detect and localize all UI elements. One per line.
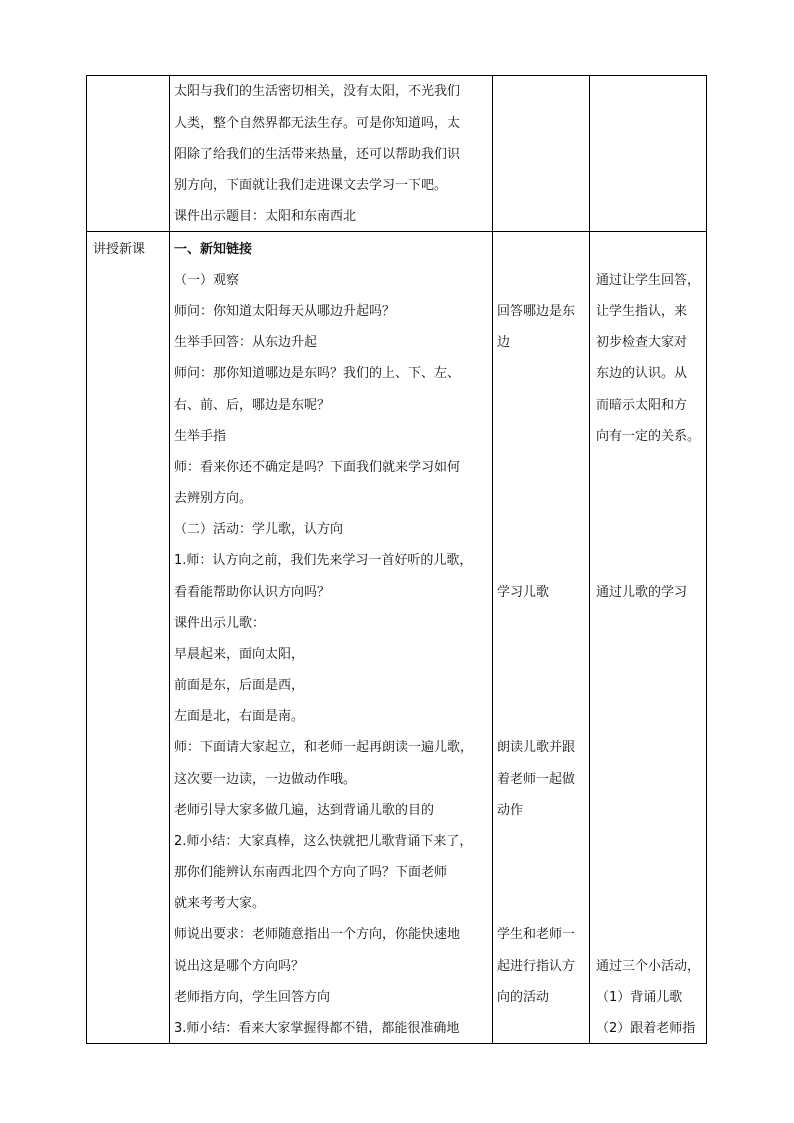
intro-line-4: 别方向，下面就让我们走进课文去学习一下吧。 — [174, 178, 448, 193]
intro-line-3: 阳除了给我们的生活带来热量，还可以帮助我们识 — [174, 147, 461, 162]
intro-line-2: 人类，整个自然界都无法生存。可是你知道吗，太 — [174, 116, 461, 131]
intro-line-1: 太阳与我们的生活密切相关，没有太阳，不光我们 — [174, 84, 461, 99]
column-divider-2 — [492, 76, 493, 1043]
content-line: 左面是北，右面是南。 — [174, 709, 305, 724]
content-line: 1.师：认方向之前，我们先来学习一首好听的儿歌， — [174, 553, 473, 568]
column-divider-3 — [589, 76, 590, 1043]
student-activity-line: 起进行指认方 — [497, 959, 576, 974]
design-intent-line: 初步检查大家对 — [596, 335, 688, 350]
content-line: 生举手回答：从东边升起 — [174, 335, 318, 350]
student-activity-line: 回答哪边是东 — [497, 304, 576, 319]
content-line: 师问：那你知道哪边是东吗？我们的上、下、左、 — [174, 366, 461, 381]
content-line: 去辨别方向。 — [174, 491, 253, 506]
design-intent-line: （1）背诵儿歌 — [596, 990, 683, 1005]
content-line: （一）观察 — [174, 273, 240, 288]
student-activity-line: 边 — [497, 335, 511, 350]
content-line: 生举手指 — [174, 429, 227, 444]
content-line: 师问：你知道太阳每天从哪边升起吗？ — [174, 304, 396, 319]
content-line: 课件出示儿歌： — [174, 616, 266, 631]
design-intent-line: 让学生指认，来 — [596, 304, 688, 319]
student-activity-line: 学生和老师一 — [497, 927, 576, 942]
content-line: 看看能帮助你认识方向吗？ — [174, 585, 331, 600]
student-activity-line: 朗读儿歌并跟 — [497, 740, 576, 755]
student-activity-line: 向的活动 — [497, 990, 550, 1005]
content-line: 师说出要求：老师随意指出一个方向，你能快速地 — [174, 927, 461, 942]
design-intent-line: （2）跟着老师指 — [596, 1021, 696, 1036]
design-intent-line: 而暗示太阳和方 — [596, 398, 688, 413]
content-line: （二）活动：学儿歌，认方向 — [174, 522, 344, 537]
content-line: 师：下面请大家起立，和老师一起再朗读一遍儿歌， — [174, 740, 474, 755]
content-line: 右、前、后，哪边是东呢？ — [174, 398, 331, 413]
stage-label: 讲授新课 — [93, 242, 146, 257]
content-line: 那你们能辨认东南西北四个方向了吗？下面老师 — [174, 865, 448, 880]
content-line: 老师引导大家多做几遍，达到背诵儿歌的目的 — [174, 803, 435, 818]
student-activity-line: 着老师一起做 — [497, 772, 576, 787]
content-line: 老师指方向，学生回答方向 — [174, 990, 331, 1005]
content-line: 2.师小结：大家真棒，这么快就把儿歌背诵下来了， — [174, 834, 473, 849]
content-line: 就来考考大家。 — [174, 896, 266, 911]
design-intent-line: 通过让学生回答， — [596, 273, 701, 288]
content-line: 说出这是哪个方向吗？ — [174, 959, 305, 974]
student-activity-line: 动作 — [497, 803, 524, 818]
column-divider-1 — [169, 76, 170, 1043]
design-intent-line: 向有一定的关系。 — [596, 429, 701, 444]
row-divider — [87, 231, 706, 232]
section-heading: 一、新知链接 — [174, 242, 253, 257]
content-line: 3.师小结：看来大家掌握得都不错，都能很准确地 — [174, 1021, 460, 1036]
content-line: 早晨起来，面向太阳， — [174, 647, 305, 662]
design-intent-line: 东边的认识。从 — [596, 366, 688, 381]
student-activity-line: 学习儿歌 — [497, 585, 550, 600]
intro-line-5: 课件出示题目：太阳和东南西北 — [174, 209, 357, 224]
content-line: 师：看来你还不确定是吗？下面我们就来学习如何 — [174, 460, 461, 475]
design-intent-line: 通过儿歌的学习 — [596, 585, 688, 600]
content-line: 前面是东，后面是西， — [174, 678, 305, 693]
design-intent-line: 通过三个小活动， — [596, 959, 701, 974]
content-line: 这次要一边读，一边做动作哦。 — [174, 772, 357, 787]
